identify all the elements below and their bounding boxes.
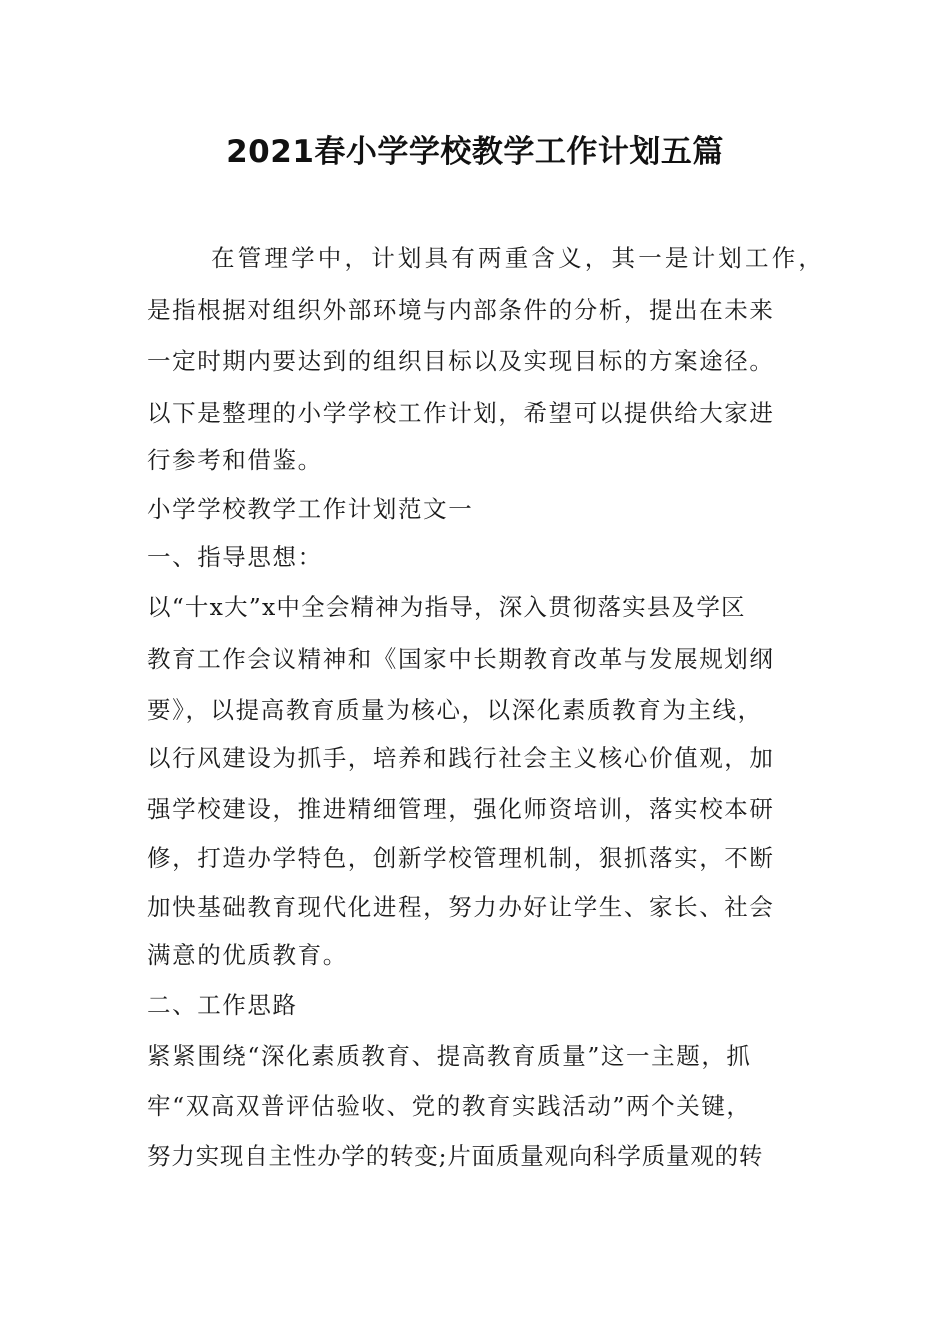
paragraph-line: 以下是整理的小学学校工作计划，希望可以提供给大家进 (147, 399, 775, 427)
section-heading: 一、指导思想： (147, 543, 323, 571)
paragraph-line: 加快基础教育现代化进程，努力办好让学生、家长、社会 (147, 893, 775, 921)
paragraph-line: 以“十x大”x中全会精神为指导，深入贯彻落实县及学区 (147, 593, 746, 621)
paragraph-line: 是指根据对组织外部环境与内部条件的分析，提出在未来 (147, 296, 775, 324)
paragraph-line: 强学校建设，推进精细管理，强化师资培训，落实校本研 (147, 795, 775, 823)
section-heading: 二、工作思路 (147, 991, 298, 1019)
paragraph-line: 教育工作会议精神和《国家中长期教育改革与发展规划纲 (147, 645, 775, 673)
section-heading: 小学学校教学工作计划范文一 (147, 495, 474, 523)
paragraph-line: 紧紧围绕“深化素质教育、提高教育质量”这一主题，抓 (147, 1042, 752, 1070)
paragraph-line: 修，打造办学特色，创新学校管理机制，狠抓落实，不断 (147, 844, 775, 872)
paragraph-line: 一定时期内要达到的组织目标以及实现目标的方案途径。 (147, 347, 775, 375)
paragraph-line: 努力实现自主性办学的转变;片面质量观向科学质量观的转 (147, 1142, 764, 1170)
paragraph-line: 在管理学中，计划具有两重含义，其一是计划工作， (211, 244, 826, 272)
paragraph-line: 牢“双高双普评估验收、党的教育实践活动”两个关键， (147, 1092, 752, 1120)
paragraph-line: 以行风建设为抓手，培养和践行社会主义核心价值观，加 (147, 744, 775, 772)
paragraph-line: 要》，以提高教育质量为核心，以深化素质教育为主线， (147, 696, 763, 724)
paragraph-line: 满意的优质教育。 (147, 941, 348, 969)
paragraph-line: 行参考和借鉴。 (147, 446, 323, 474)
document-title: 2021春小学学校教学工作计划五篇 (226, 134, 724, 170)
